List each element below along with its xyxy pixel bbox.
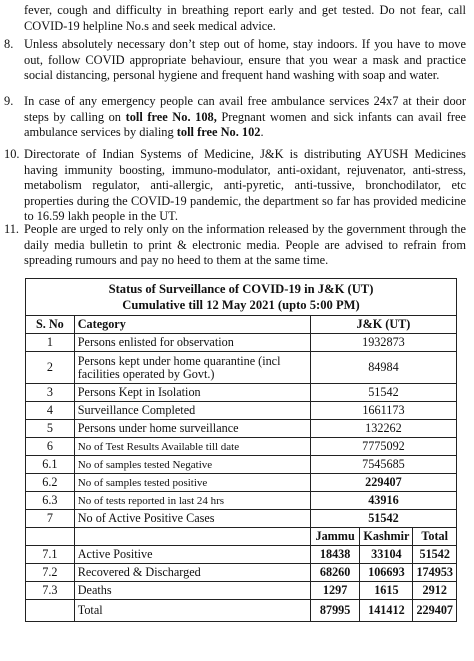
row-category: No of Test Results Available till date: [74, 438, 310, 456]
cell-total: 2912: [413, 582, 457, 600]
row-value: 51542: [310, 384, 456, 402]
row-value: 7545685: [310, 456, 456, 474]
table-row: [26, 384, 457, 402]
region-header-row: [26, 528, 457, 546]
table-row: [26, 510, 457, 528]
header-value: J&K (UT): [310, 316, 456, 334]
text-segment: In case of any emergency people can avail free ambulance services 24x7 at their door steps by calling on: [24, 94, 466, 124]
paragraph-number: 9.: [4, 94, 14, 108]
row-sno: 1: [26, 334, 75, 352]
region-row: [26, 546, 457, 564]
table-row: [26, 492, 457, 510]
cell-total: 51542: [413, 546, 457, 564]
row-value: 132262: [310, 420, 456, 438]
toll-free-102: toll free No. 102: [176, 125, 261, 140]
row-sno: 3: [26, 384, 75, 402]
surveillance-status-table: [25, 278, 457, 622]
cell-total: 229407: [413, 600, 457, 622]
text-segment: Pregnant women and sick infants can avail free ambulance services by dialing: [24, 109, 466, 140]
table-row: [26, 474, 457, 492]
cell-jammu: 18438: [310, 546, 359, 564]
toll-free-108: toll free No. 108,: [125, 109, 217, 124]
row-sno: 4: [26, 402, 75, 420]
row-sno: 6.3: [26, 492, 75, 510]
row-category: Total: [74, 600, 310, 622]
row-sno: 6: [26, 438, 75, 456]
header-total: Total: [413, 528, 457, 546]
row-category: No of samples tested Negative: [74, 456, 310, 474]
row-sno: 7.3: [26, 582, 75, 600]
paragraph-number: 10.: [4, 147, 20, 161]
row-sno: 6.1: [26, 456, 75, 474]
paragraph-7-continued: [4, 3, 466, 34]
table-title: [26, 279, 457, 316]
cell-kashmir: 141412: [360, 600, 413, 622]
paragraph-text: People are urged to rely only on the information released by the government through the daily media bulletin to print & electronic media. People are advised to refrain from spreading rumours and pay no heed to them at the same time.: [24, 222, 466, 268]
table-title-line1: Status of Surveillance of COVID-19 in J&K (UT): [108, 282, 374, 296]
cell-jammu: 1297: [310, 582, 359, 600]
row-category: No of Active Positive Cases: [74, 510, 310, 528]
paragraph-number: 8.: [4, 37, 14, 51]
header-category: Category: [74, 316, 310, 334]
row-category: Persons Kept in Isolation: [74, 384, 310, 402]
row-category: Persons under home surveillance: [74, 420, 310, 438]
cell-jammu: 87995: [310, 600, 359, 622]
region-row: [26, 564, 457, 582]
paragraph-text: [24, 94, 466, 141]
paragraph-text: Unless absolutely necessary don’t step out of home, stay indoors. If you have to move out, follow COVID appropriate behaviour, ensure that you wear a mask and practice social distancing, personal hygiene and frequent hand washing with soap and water.: [24, 37, 466, 83]
row-category: Persons enlisted for observation: [74, 334, 310, 352]
table-header-row: [26, 316, 457, 334]
row-sno: 7.2: [26, 564, 75, 582]
row-value: 84984: [310, 352, 456, 384]
paragraph-number: 11.: [4, 222, 20, 236]
row-value: 51542: [310, 510, 456, 528]
row-category: No of samples tested positive: [74, 474, 310, 492]
row-value: 229407: [310, 474, 456, 492]
table-row: [26, 456, 457, 474]
table-row: [26, 438, 457, 456]
table-row: [26, 420, 457, 438]
cell-total: 174953: [413, 564, 457, 582]
row-sno: 5: [26, 420, 75, 438]
table-row: [26, 352, 457, 384]
row-category: Deaths: [74, 582, 310, 600]
row-sno: 2: [26, 352, 75, 384]
empty-cell: [74, 528, 310, 546]
paragraph-9: [4, 94, 466, 141]
row-value: 1661173: [310, 402, 456, 420]
table-title-line2: Cumulative till 12 May 2021 (upto 5:00 PM): [122, 298, 360, 312]
empty-cell: [26, 528, 75, 546]
table-title-row: [26, 279, 457, 316]
cell-kashmir: 106693: [360, 564, 413, 582]
text-segment: .: [260, 125, 264, 140]
header-kashmir: Kashmir: [360, 528, 413, 546]
paragraph-8: [4, 37, 466, 84]
row-category: Recovered & Discharged: [74, 564, 310, 582]
header-jammu: Jammu: [310, 528, 359, 546]
row-category: Persons kept under home quarantine (incl facilities operated by Govt.): [74, 352, 310, 384]
region-total-row: [26, 600, 457, 622]
cell-kashmir: 33104: [360, 546, 413, 564]
row-category: Surveillance Completed: [74, 402, 310, 420]
paragraph-text: Directorate of Indian Systems of Medicine, J&K is distributing AYUSH Medicines having immunity boosting, immuno-modulator, anti-oxidant, rejuvenator, anti-stress, metabolism regulator, anti-allergic, anti-pyretic, anti-tussive, bronchodilator, etc properties during the COVID-19 pandemic, the department so far has provided medicine to 16.59 lakh people in the UT.: [24, 147, 466, 224]
row-value: 1932873: [310, 334, 456, 352]
cell-kashmir: 1615: [360, 582, 413, 600]
row-value: 7775092: [310, 438, 456, 456]
header-sno: S. No: [26, 316, 75, 334]
table-row: [26, 334, 457, 352]
row-sno: 7.1: [26, 546, 75, 564]
paragraph-11: [4, 222, 466, 269]
paragraph-text: fever, cough and difficulty in breathing report early and get tested. Do not fear, call COVID-19 helpline No.s and seek medical advice.: [24, 3, 466, 33]
row-value: 43916: [310, 492, 456, 510]
table-row: [26, 402, 457, 420]
row-category: Active Positive: [74, 546, 310, 564]
row-sno: 7: [26, 510, 75, 528]
region-row: [26, 582, 457, 600]
cell-jammu: 68260: [310, 564, 359, 582]
row-category: No of tests reported in last 24 hrs: [74, 492, 310, 510]
paragraph-10: [4, 147, 466, 225]
row-sno: [26, 600, 75, 622]
row-sno: 6.2: [26, 474, 75, 492]
